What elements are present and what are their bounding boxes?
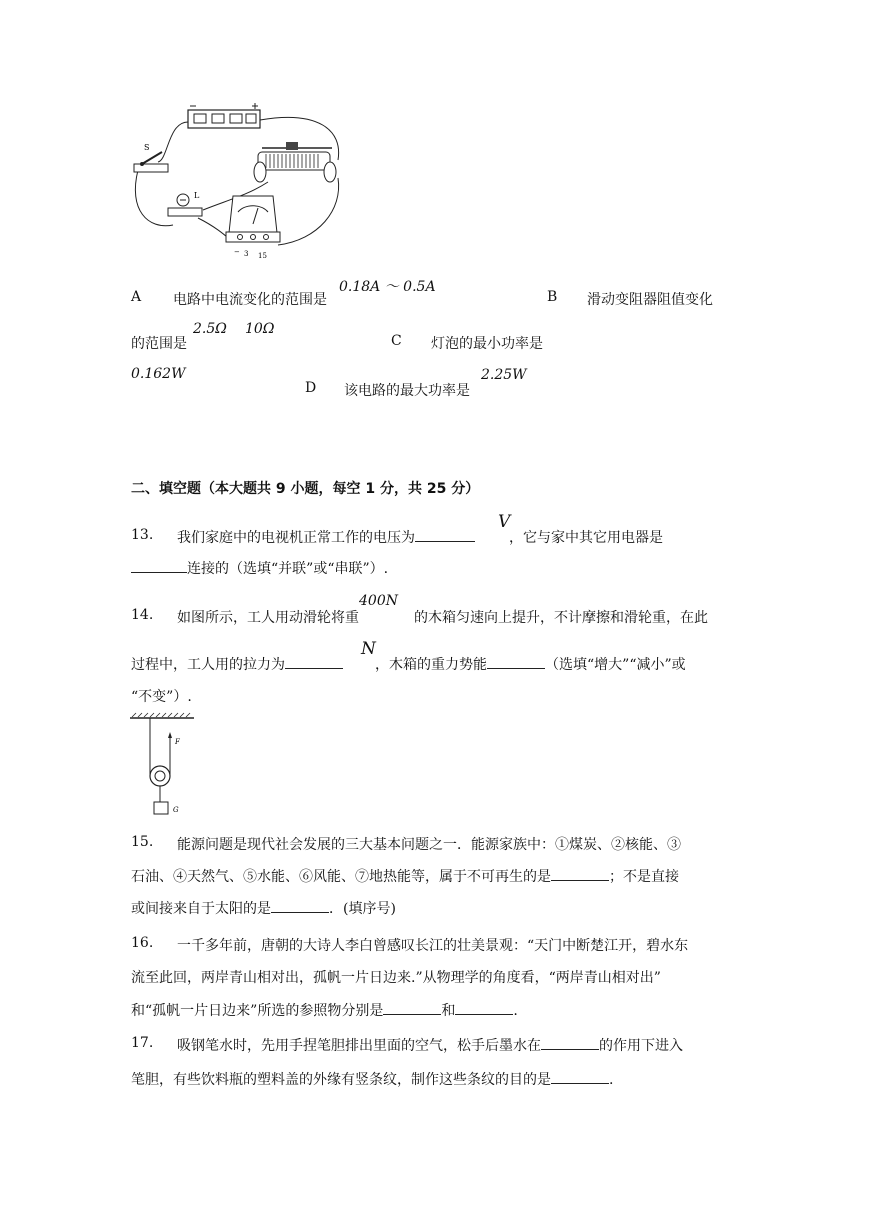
q17-blank-1[interactable] bbox=[541, 1035, 599, 1050]
option-b-letter: B bbox=[547, 289, 558, 305]
q16-text-3a: 和“孤帆一片日边来”所选的参照物分别是 bbox=[131, 1003, 384, 1019]
option-d-text: 该电路的最大功率是 bbox=[344, 383, 470, 399]
q17-blank-2[interactable] bbox=[551, 1069, 609, 1084]
q16-blank-2[interactable] bbox=[455, 1000, 513, 1015]
option-a-letter: A bbox=[131, 289, 142, 305]
q13-blank-1[interactable] bbox=[415, 527, 475, 542]
q16-blank-1[interactable] bbox=[383, 1000, 441, 1015]
q13-unit: V bbox=[498, 512, 511, 532]
q15-number: 15. bbox=[131, 834, 154, 850]
q16-text-1: 一千多年前，唐朝的大诗人李白曾感叹长江的壮美景观：“天门中断楚江开，碧水东 bbox=[177, 938, 689, 954]
q17-text-2a: 笔胆，有些饮料瓶的塑料盖的外缘有竖条纹，制作这些条纹的目的是 bbox=[131, 1072, 551, 1088]
pulley-force-label: F bbox=[175, 738, 180, 746]
q14-number: 14. bbox=[131, 607, 154, 623]
option-c-math: 0.162W bbox=[131, 366, 186, 382]
q17-text-1a: 吸钢笔水时，先用手捏笔胆排出里面的空气，松手后墨水在 bbox=[177, 1038, 541, 1054]
q15-line-2 bbox=[131, 866, 679, 886]
q14-blank-2[interactable] bbox=[487, 654, 545, 669]
q16-line-3 bbox=[131, 1000, 518, 1020]
option-d-math: 2.25W bbox=[481, 367, 527, 383]
q17-line-2 bbox=[131, 1069, 613, 1089]
q14-math: 400N bbox=[359, 593, 398, 609]
switch-label: S bbox=[144, 143, 150, 152]
q13-blank-2[interactable] bbox=[131, 558, 187, 573]
q15-line-3 bbox=[131, 898, 396, 918]
q16-text-3c: . bbox=[513, 1003, 518, 1019]
q14-text-1b: 的木箱匀速向上提升，不计摩擦和滑轮重，在此 bbox=[414, 610, 708, 626]
q13-line-2 bbox=[131, 558, 388, 578]
option-a-math: 0.18A ～ 0.5A bbox=[339, 279, 436, 295]
q16-text-2: 流至此回，两岸青山相对出，孤帆一片日边来.”从物理学的角度看，“两岸青山相对出” bbox=[131, 970, 661, 986]
q17-number: 17. bbox=[131, 1035, 154, 1051]
meter-minus-label: − bbox=[234, 248, 240, 256]
q15-text-3b: ．(填序号) bbox=[329, 901, 396, 917]
option-b-text: 滑动变阻器阻值变化 bbox=[587, 292, 713, 308]
q14-text-2a: 过程中，工人用的拉力为 bbox=[131, 657, 285, 673]
q13-text-1b: ，它与家中其它用电器是 bbox=[509, 530, 663, 546]
q14-line-2b bbox=[375, 654, 686, 674]
option-b-math-2: 10Ω bbox=[245, 321, 275, 337]
q15-text-1: 能源问题是现代社会发展的三大基本问题之一．能源家族中：①煤炭、②核能、③ bbox=[177, 837, 681, 853]
q13-text-1 bbox=[177, 527, 475, 547]
q14-blank-1[interactable] bbox=[285, 654, 343, 669]
q13-text-1a: 我们家庭中的电视机正常工作的电压为 bbox=[177, 530, 415, 546]
q14-unit: N bbox=[361, 639, 376, 659]
section-title: 二、填空题（本大题共 9 小题，每空 1 分，共 25 分） bbox=[131, 481, 480, 497]
pulley-figure bbox=[128, 712, 208, 816]
q13-text-2: 连接的（选填“并联”或“串联”）. bbox=[187, 561, 389, 577]
q13-number: 13. bbox=[131, 527, 154, 543]
option-c-text: 灯泡的最小功率是 bbox=[431, 336, 543, 352]
meter-15-label: 15 bbox=[258, 252, 267, 260]
option-b-math-1: 2.5Ω bbox=[193, 321, 227, 337]
q15-text-3a: 或间接来自于太阳的是 bbox=[131, 901, 271, 917]
q14-text-2b: ，木箱的重力势能 bbox=[375, 657, 487, 673]
q16-number: 16. bbox=[131, 935, 154, 951]
q15-blank-2[interactable] bbox=[271, 898, 329, 913]
q14-text-2c: （选填“增大”“减小”或 bbox=[545, 657, 686, 673]
q14-line-2a bbox=[131, 654, 343, 674]
meter-3-label: 3 bbox=[244, 250, 249, 258]
q15-text-2b: ；不是直接 bbox=[609, 869, 679, 885]
q15-blank-1[interactable] bbox=[551, 866, 609, 881]
pulley-weight-label: G bbox=[173, 806, 179, 814]
q17-line-1 bbox=[177, 1035, 683, 1055]
q15-text-2a: 石油、④天然气、⑤水能、⑥风能、⑦地热能等，属于不可再生的是 bbox=[131, 869, 551, 885]
option-a-text: 电路中电流变化的范围是 bbox=[173, 292, 327, 308]
option-c-letter: C bbox=[391, 333, 402, 349]
q17-text-1b: 的作用下进入 bbox=[599, 1038, 683, 1054]
lamp-label: L bbox=[194, 191, 200, 200]
q16-text-3b: 和 bbox=[441, 1003, 456, 1019]
circuit-figure bbox=[128, 100, 358, 270]
q14-text-3: “不变”）. bbox=[131, 689, 192, 705]
q14-text-1a: 如图所示，工人用动滑轮将重 bbox=[177, 610, 359, 626]
option-d-letter: D bbox=[305, 380, 317, 396]
option-b-text-cont: 的范围是 bbox=[131, 336, 187, 352]
q17-text-2b: . bbox=[609, 1072, 614, 1088]
